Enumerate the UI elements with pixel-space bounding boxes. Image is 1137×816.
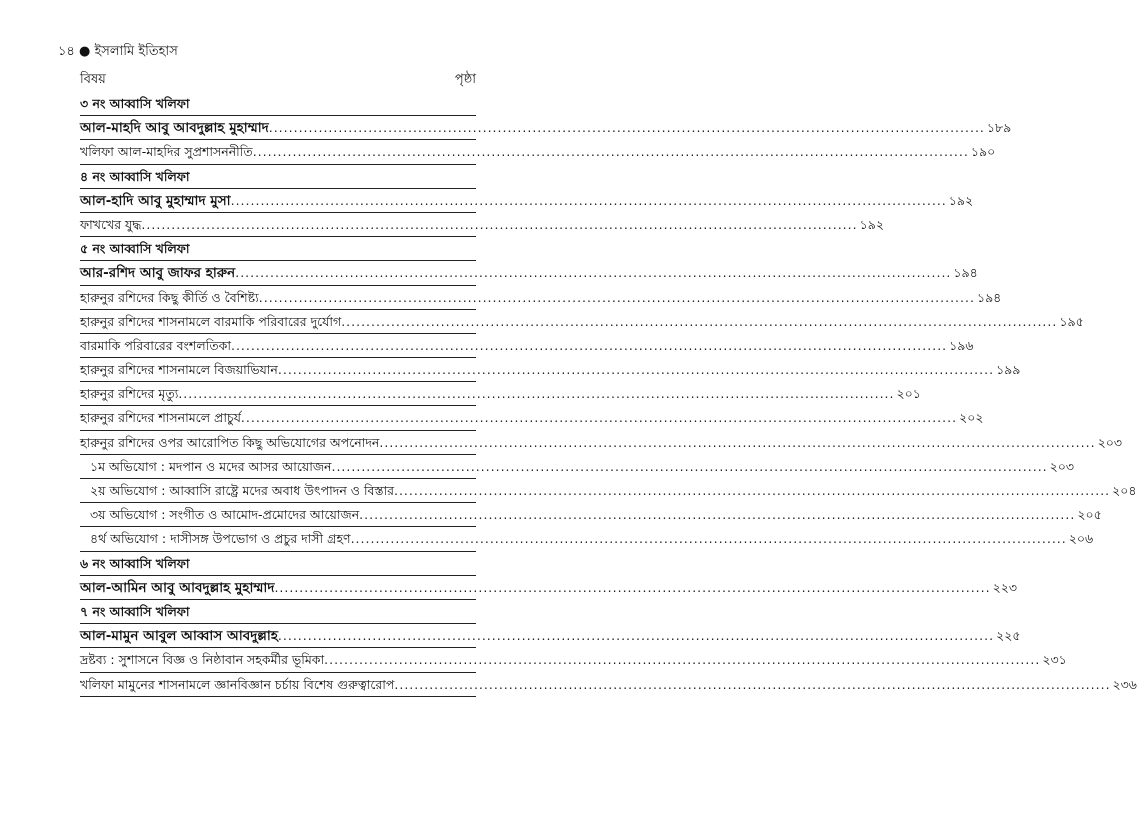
dot-leader: [274, 576, 990, 599]
toc-page-number: ১৯৫: [1059, 313, 1084, 329]
subject-column-header: বিষয়: [80, 72, 106, 87]
toc-entry: [80, 455, 1075, 479]
running-head: ১৪ ● ইসলামি ইতিহাস: [58, 44, 178, 59]
toc-entry-title: আর-রশিদ আবু জাফর হারুন: [80, 265, 236, 282]
dot-leader: [231, 334, 947, 357]
dot-leader: [178, 382, 894, 405]
dot-leader: [278, 358, 994, 381]
toc-entry-title: ৫ নং আব্বাসি খলিফা: [80, 241, 190, 257]
toc-entry: [80, 673, 1137, 697]
toc-page-number: ১৯২: [948, 192, 974, 208]
toc-section-heading: [80, 165, 476, 189]
toc-entry-title: ৭ নং আব্বাসি খলিফা: [80, 603, 190, 619]
page-column-header: পৃষ্ঠা: [454, 72, 476, 87]
toc-page-number: ১৯৪: [953, 265, 978, 281]
toc-entry-title: দ্রষ্টব্য : সুশাসনে বিজ্ঞ ও নিষ্ঠাবান সহকর্মীর ভূমিকা: [80, 652, 325, 668]
dot-leader: [241, 406, 957, 429]
dot-leader: [379, 431, 1095, 454]
toc-entry: [80, 358, 1021, 382]
dot-leader: [231, 189, 947, 212]
toc-page-number: ১৮৯: [986, 120, 1012, 136]
toc-page-number: ২৩৬: [1112, 676, 1137, 692]
toc-entry: [80, 334, 974, 358]
dot-leader: [351, 527, 1067, 550]
toc-page-number: ১৯৪: [976, 289, 1002, 305]
toc-page-number: ২৩১: [1042, 652, 1067, 668]
toc-page-number: ২০১: [896, 386, 921, 402]
toc-entry-title: হারুনুর রশিদের শাসনামলে বারমাকি পরিবারের দুর্যোগ: [80, 313, 342, 329]
dot-leader: [141, 213, 857, 236]
toc-entry: [80, 503, 1102, 527]
toc-entry-title: ৩য় অভিযোগ : সংগীত ও আমোদ-প্রমোদের আয়োজন: [90, 507, 360, 523]
toc-entry-title: হারুনুর রশিদের ওপর আরোপিত কিছু অভিযোগের অপনোদন: [80, 434, 380, 450]
toc-entry: [80, 648, 1067, 672]
toc-entry: [80, 286, 1002, 310]
toc-page-number: ২০৫: [1077, 507, 1102, 523]
toc-page-number: ২০৩: [1097, 434, 1122, 450]
toc-entry: [80, 576, 1017, 600]
toc-entry-title: ফাখখের যুদ্ধ: [80, 216, 142, 232]
dot-leader: [331, 455, 1047, 478]
toc-entry-title: ৬ নং আব্বাসি খলিফা: [80, 555, 190, 571]
toc-entry: [80, 140, 996, 164]
toc-entry-title: খলিফা আল-মাহদির সুপ্রশাসননীতি: [80, 144, 253, 160]
dot-leader: [324, 648, 1040, 671]
dot-leader: [394, 479, 1110, 502]
toc-entry: [80, 116, 1012, 140]
toc-entry-title: আল-মামুন আবুল আব্বাস আবদুল্লাহ: [80, 628, 278, 645]
dot-leader: [253, 140, 969, 163]
dot-leader: [278, 624, 994, 647]
toc-entry-title: হারুনুর রশিদের শাসনামলে বিজয়াভিযান: [80, 362, 278, 378]
toc-entry: [80, 310, 1084, 334]
toc-entry-title: হারুনুর রশিদের কিছু কীর্তি ও বৈশিষ্ট্য: [80, 289, 259, 305]
toc-entry-title: খলিফা মামুনের শাসনামলে জ্ঞানবিজ্ঞান চর্চায় বিশেষ গুরুত্বারোপ: [80, 676, 395, 692]
toc-page-number: ২০৪: [1112, 483, 1137, 498]
toc-entry-title: ২য় অভিযোগ : আব্বাসি রাষ্ট্রে মদের অবাধ উৎপাদন ও বিস্তার: [90, 483, 394, 498]
dot-leader: [394, 673, 1110, 696]
toc-entry: [80, 624, 1021, 648]
toc-page-number: ২০২: [959, 410, 984, 426]
toc-entry: [80, 431, 1122, 455]
toc-entry: [80, 406, 984, 430]
toc-entry: [80, 479, 1137, 503]
toc-section-heading: [80, 600, 476, 624]
toc-page-number: ২০৬: [1068, 531, 1094, 547]
toc-entry: [80, 213, 884, 237]
toc-entry: [80, 261, 978, 285]
dot-leader: [359, 503, 1075, 526]
toc-page-number: ১৯২: [859, 216, 884, 232]
toc-page-number: ২০৩: [1049, 458, 1075, 474]
dot-leader: [341, 310, 1057, 333]
toc-entry: [80, 189, 974, 213]
toc-entry-title: ৪র্থ অভিযোগ : দাসীসঙ্গ উপভোগ ও প্রচুর দাসী গ্রহণ: [90, 531, 351, 547]
toc-page-number: ২২৫: [996, 628, 1021, 644]
toc-section-heading: [80, 552, 476, 576]
toc-entry: [80, 382, 921, 406]
toc-section-heading: [80, 237, 476, 261]
toc-entry-title: ১ম অভিযোগ : মদপান ও মদের আসর আয়োজন: [90, 458, 332, 474]
dot-leader: [235, 261, 951, 284]
toc-page-number: ১৯০: [970, 144, 996, 160]
toc-entry-title: আল-আমিন আবু আবদুল্লাহ মুহাম্মাদ: [80, 579, 275, 596]
toc-entry-title: আল-হাদি আবু মুহাম্মাদ মুসা: [80, 192, 231, 209]
toc-entry: [80, 527, 1094, 551]
toc-page-number: ১৯৬: [949, 337, 974, 353]
toc-page-number: ২২৩: [992, 579, 1017, 595]
table-of-contents: [80, 92, 1137, 697]
dot-leader: [259, 286, 975, 309]
toc-entry-title: ৩ নং আব্বাসি খলিফা: [80, 96, 190, 111]
toc-entry-title: হারুনুর রশিদের মৃত্যু: [80, 386, 179, 402]
toc-section-heading: [80, 92, 476, 116]
toc-entry-title: ৪ নং আব্বাসি খলিফা: [80, 168, 190, 184]
toc-page-number: ১৯৯: [996, 362, 1021, 378]
toc-entry-title: আল-মাহদি আবু আবদুল্লাহ মুহাম্মাদ: [80, 120, 269, 137]
toc-entry-title: হারুনুর রশিদের শাসনামলে প্রাচুর্য: [80, 410, 241, 426]
dot-leader: [269, 116, 985, 139]
column-headers: [80, 70, 476, 90]
toc-entry-title: বারমাকি পরিবারের বংশলতিকা: [80, 337, 231, 353]
